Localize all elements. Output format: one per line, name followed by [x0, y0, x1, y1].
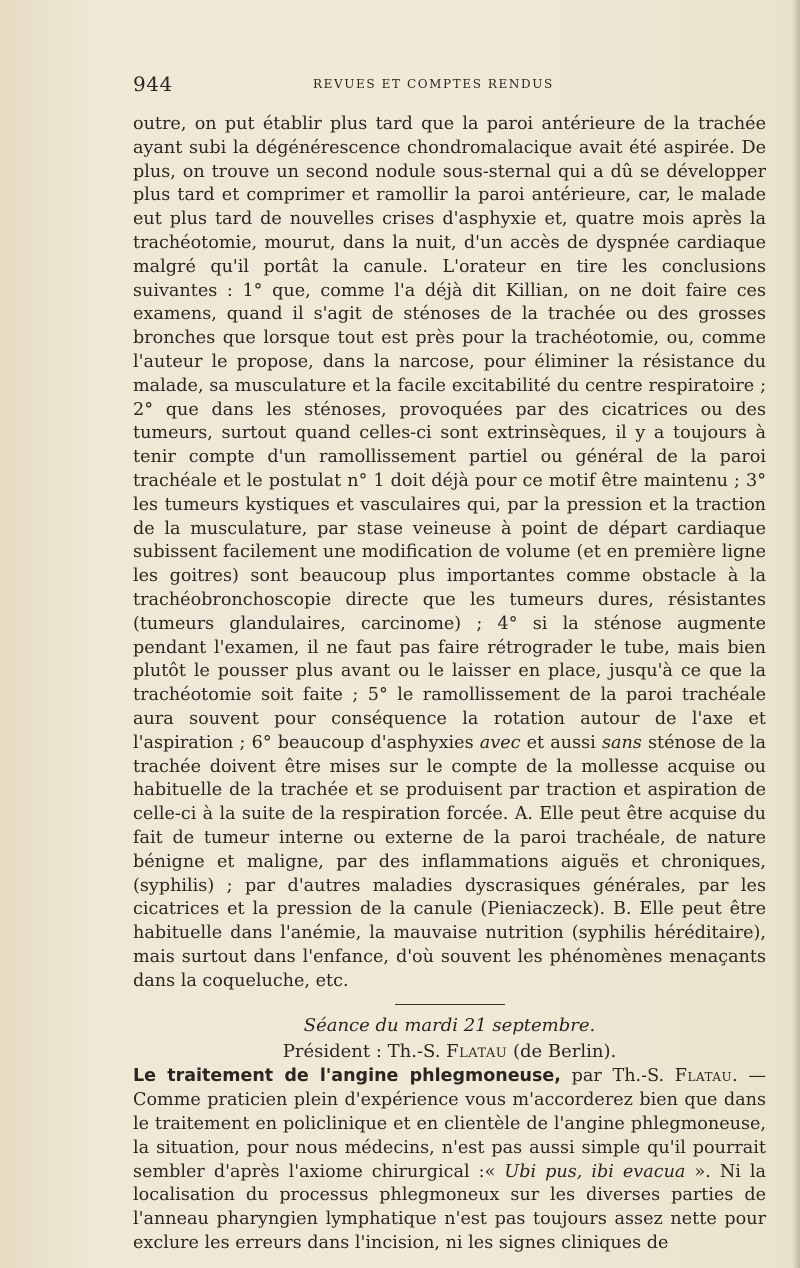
body-text-mid: et aussi — [520, 732, 602, 753]
article-text-start: . — Comme praticien plein d'expérience vous m'accorderez bien que dans le traitement en policlinique et en clientèle de l'angine phlegmoneuse, la situation, pour nous médecins, n'est pas aussi simple qu'il pourrait sembler d'après l'axiome chirurgical :« — [133, 1066, 766, 1182]
session-heading: Séance du mardi 21 septembre. — [303, 1015, 596, 1037]
article-author: Flatau — [674, 1066, 733, 1087]
italic-sans: sans — [601, 732, 642, 753]
page-number: 944 — [133, 72, 173, 96]
president-suffix: (de Berlin). — [507, 1041, 617, 1063]
body-paragraph — [133, 113, 766, 993]
page-body — [133, 113, 766, 1256]
body-text: outre, on put établir plus tard que la paroi antérieure de la trachée ayant subi la dégénérescence chondromalacique avait été aspirée. De plus, on trouve un second nodule sous-sternal qui a dû se développer plus tard et comprimer et ramollir la paroi antérieure, car, le malade eut plus tard de nouvelles crises d'asphyxie et, quatre mois après la trachéotomie, mourut, dans la nuit, d'un accès de dyspnée cardiaque malgré qu'il portât la canule. L'orateur en tire les conclusions suivantes : 1° que, comme l'a déjà dit Killian, on ne doit faire ces examens, quand il s'agit de sténoses de la trachée ou des grosses bronches que lorsque tout est près pour la trachéotomie, ou, comme l'auteur le propose, dans la narcose, pour éliminer la résistance du malade, sa musculature et la facile excitabilité du centre respiratoire ; 2° que dans les sténoses, provoquées par des cicatrices ou des tumeurs, surtout quand celles-ci sont extrinsèques, il y a toujours à tenir compte d'un ramollissement partiel ou général de la paroi trachéale et le postulat n° 1 doit déjà pour ce motif être maintenu ; 3° les tumeurs kystiques et vasculaires qui, par la pression et la traction de la musculature, par stase veineuse à point de départ cardiaque subissent facilement une modification de volume (et en première ligne les goitres) sont beaucoup plus importantes comme obstacle à la trachéobronchoscopie directe que les tumeurs dures, résistantes (tumeurs glandulaires, carcinome) ; 4° si la sténose augmente pendant l'examen, il ne faut pas faire rétrograder le tube, mais bien plutôt le pousser plus avant ou le laisser en place, jusqu'à ce que la trachéotomie soit faite ; 5° le ramollissement de la paroi trachéale aura souvent pour conséquence la rotation autour de l'axe et l'aspiration ; 6° beaucoup d'asphyxies — [133, 114, 766, 753]
running-head — [133, 72, 773, 98]
article-title: Le traitement de l'angine phlegmoneuse, — [133, 1066, 561, 1087]
article-byline-prefix: par Th.-S. — [560, 1066, 675, 1087]
session-president — [133, 1038, 766, 1065]
president-name: Flatau — [446, 1041, 508, 1063]
section-divider — [395, 1004, 505, 1005]
article-paragraph — [133, 1065, 766, 1255]
article-text-end: ». Ni la localisation du processus phlegmoneux sur les diverses parties de l'anneau pharyngien lymphatique n'est pas toujours assez nette pour exclure les erreurs dans l'incision, ni les signes cliniques de — [133, 1161, 766, 1254]
italic-avec: avec — [479, 732, 521, 753]
body-text-end: sténose de la trachée doivent être mises sur le compte de la mollesse acquise ou habituelle de la trachée et se produisent par traction et aspiration de celle-ci à la suite de la respiration forcée. A. Elle peut être acquise du fait de tumeur interne ou externe de la paroi trachéale, de nature bénigne et maligne, par des inflammations aiguës et chroniques, (syphilis) ; par d'autres maladies dyscrasiques générales, par les cicatrices et la pression de la canule (Pieniaczeck). B. Elle peut être habituelle dans l'anémie, la mauvaise nutrition (syphilis héréditaire), mais surtout dans l'enfance, d'où souvent les phénomènes menaçants dans la coqueluche, etc. — [133, 732, 766, 991]
president-prefix: Président : Th.-S. — [282, 1041, 447, 1063]
running-title: REVUES ET COMPTES RENDUS — [313, 77, 554, 91]
latin-axiom: Ubi pus, ibi evacua — [504, 1161, 686, 1182]
page-edge-shadow — [792, 0, 800, 1268]
